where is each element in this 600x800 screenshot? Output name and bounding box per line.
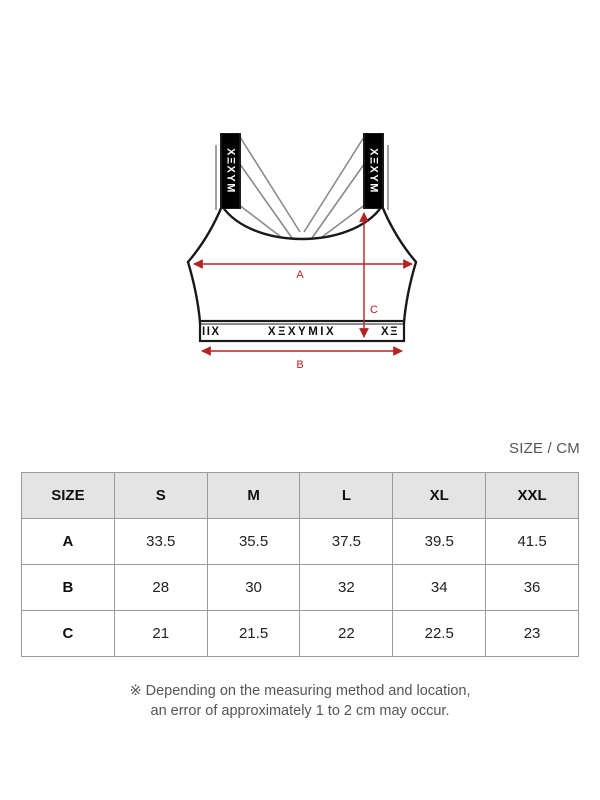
row-label: A — [22, 519, 115, 565]
header-xxl: XXL — [486, 473, 579, 519]
table-row — [22, 611, 579, 657]
note-line-1: ※ Depending on the measuring method and location, — [129, 683, 471, 699]
table-header-row — [22, 473, 579, 519]
table-cell: 30 — [207, 565, 300, 611]
table-cell: 39.5 — [393, 519, 486, 565]
header-size: SIZE — [22, 473, 115, 519]
table-cell: 23 — [486, 611, 579, 657]
unit-label: SIZE / CM — [509, 440, 580, 457]
table-cell: 41.5 — [486, 519, 579, 565]
right-strap-text: XΞXYM — [367, 148, 380, 194]
table-row — [22, 519, 579, 565]
table-cell: 32 — [300, 565, 393, 611]
band-left-fragment: IIX — [202, 326, 221, 338]
table-cell: 36 — [486, 565, 579, 611]
measure-b-label: B — [296, 359, 304, 371]
header-m: M — [207, 473, 300, 519]
header-xl: XL — [393, 473, 486, 519]
header-l: L — [300, 473, 393, 519]
measure-c-label: C — [370, 304, 378, 316]
measurement-note — [0, 681, 600, 721]
row-label: B — [22, 565, 115, 611]
table-row — [22, 565, 579, 611]
left-strap-text: XΞXYM — [224, 148, 237, 194]
table-cell: 33.5 — [114, 519, 207, 565]
header-s: S — [114, 473, 207, 519]
table-cell: 28 — [114, 565, 207, 611]
table-cell: 34 — [393, 565, 486, 611]
table-cell: 21 — [114, 611, 207, 657]
band-right-fragment: XΞ — [381, 326, 400, 338]
table-cell: 37.5 — [300, 519, 393, 565]
table-cell: 22 — [300, 611, 393, 657]
table-cell: 35.5 — [207, 519, 300, 565]
band-brand: XΞXYMIX — [267, 326, 337, 338]
row-label: C — [22, 611, 115, 657]
table-cell: 21.5 — [207, 611, 300, 657]
table-cell: 22.5 — [393, 611, 486, 657]
note-line-2: an error of approximately 1 to 2 cm may occur. — [150, 703, 450, 719]
size-chart-table — [21, 472, 579, 657]
measure-a-label: A — [296, 269, 304, 281]
